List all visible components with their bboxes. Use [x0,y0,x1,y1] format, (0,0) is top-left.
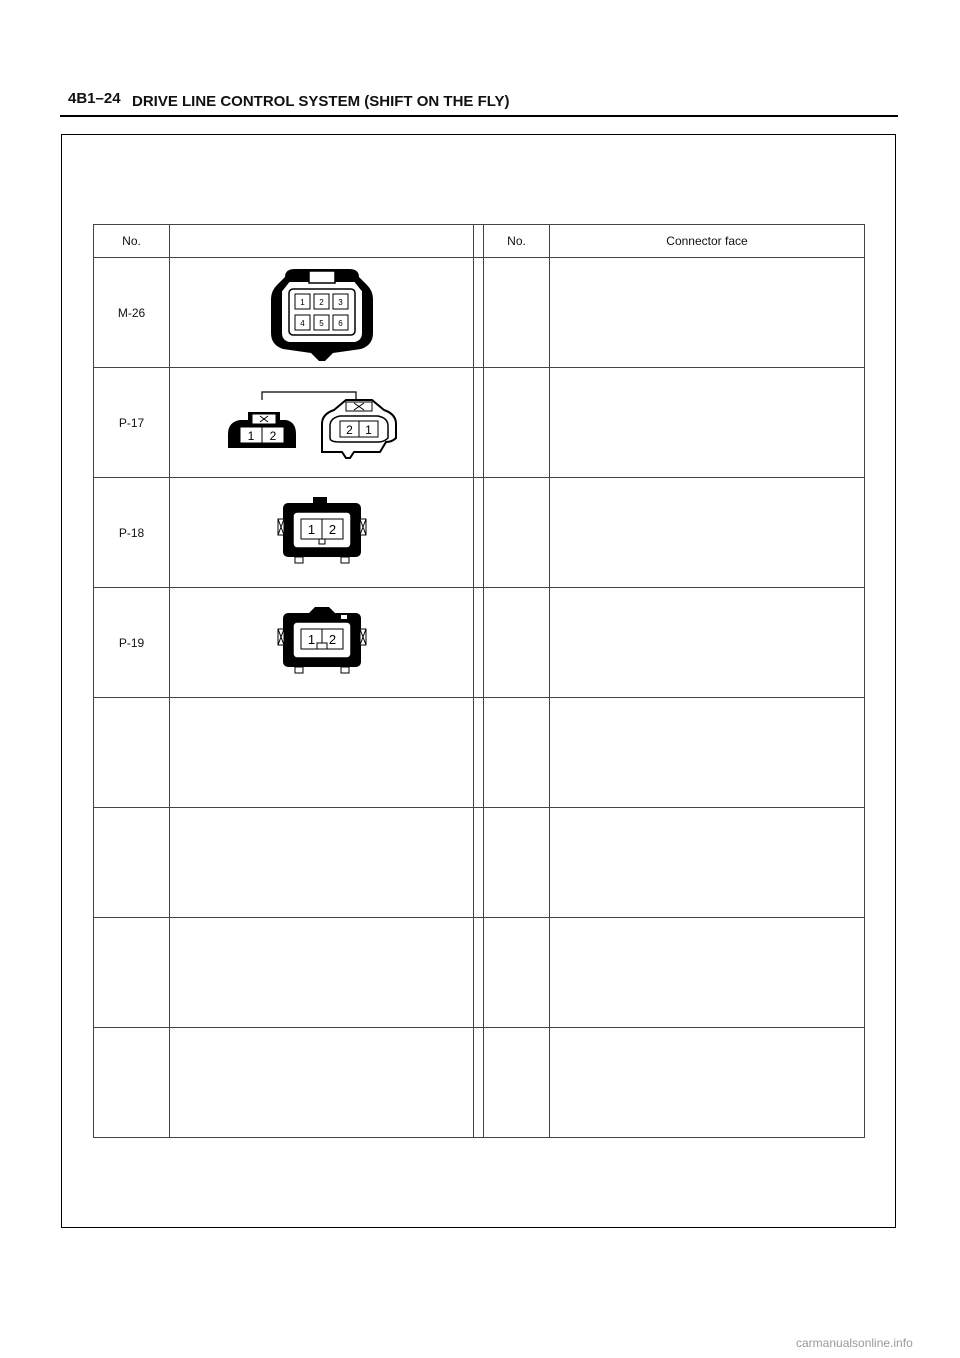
column-gap [474,698,484,808]
connector-face [550,918,865,1028]
connector-no: P-17 [94,368,170,478]
connector-no [94,1028,170,1138]
column-gap [474,808,484,918]
table-row [94,698,865,808]
pin-label: 2 [328,521,336,537]
table-row [94,918,865,1028]
pin-label: 2 [318,297,324,307]
header-face-left [170,225,474,258]
pin-label: 1 [307,521,315,537]
pin-label: 4 [299,318,305,328]
pin-label: 6 [337,318,343,328]
table-row [94,588,865,698]
pin-label: 2 [345,422,353,437]
pin-label: 1 [307,631,315,647]
connector-p17-diagram [222,378,422,468]
connector-face [170,698,474,808]
header-no-right: No. [484,225,550,258]
table-row [94,368,865,478]
connector-no [484,698,550,808]
connector-face [170,918,474,1028]
pin-label: 2 [269,428,276,443]
connector-face [550,808,865,918]
connector-no: P-19 [94,588,170,698]
pin-label: 1 [299,297,305,307]
connector-face [170,588,474,698]
connector-p18-diagram [277,493,367,573]
column-gap [474,368,484,478]
pin-label: 3 [337,297,343,307]
connector-face [170,258,474,368]
header-no-left: No. [94,225,170,258]
connector-no [484,588,550,698]
connector-face [170,478,474,588]
connector-face [550,1028,865,1138]
connector-no: P-18 [94,478,170,588]
connector-face [550,698,865,808]
table-row [94,1028,865,1138]
column-gap [474,588,484,698]
connector-no [484,918,550,1028]
connector-no [484,368,550,478]
header-rule [60,115,898,117]
connector-table [93,224,865,1138]
connector-face [550,588,865,698]
connector-face [170,808,474,918]
pin-label: 1 [247,428,254,443]
table-row [94,258,865,368]
table-header-row [94,225,865,258]
header-face-right: Connector face [550,225,865,258]
connector-face [170,1028,474,1138]
page-title: DRIVE LINE CONTROL SYSTEM (SHIFT ON THE FLY) [132,93,510,110]
connector-no [484,1028,550,1138]
connector-m26-diagram [267,263,377,363]
column-gap [474,258,484,368]
connector-no [94,698,170,808]
connector-no [94,808,170,918]
connector-p19-diagram [277,603,367,683]
connector-no: M-26 [94,258,170,368]
column-gap [474,918,484,1028]
connector-no [94,918,170,1028]
table-row [94,478,865,588]
column-gap [474,478,484,588]
connector-no [484,258,550,368]
column-gap [474,225,484,258]
pin-label: 1 [364,422,372,437]
column-gap [474,1028,484,1138]
pin-label: 5 [318,318,324,328]
connector-face [550,258,865,368]
page-number: 4B1–24 [68,90,121,107]
watermark: carmanualsonline.info [796,1336,913,1350]
connector-face [170,368,474,478]
connector-no [484,808,550,918]
connector-no [484,478,550,588]
pin-label: 2 [328,631,336,647]
connector-face [550,478,865,588]
connector-face [550,368,865,478]
table-row [94,808,865,918]
